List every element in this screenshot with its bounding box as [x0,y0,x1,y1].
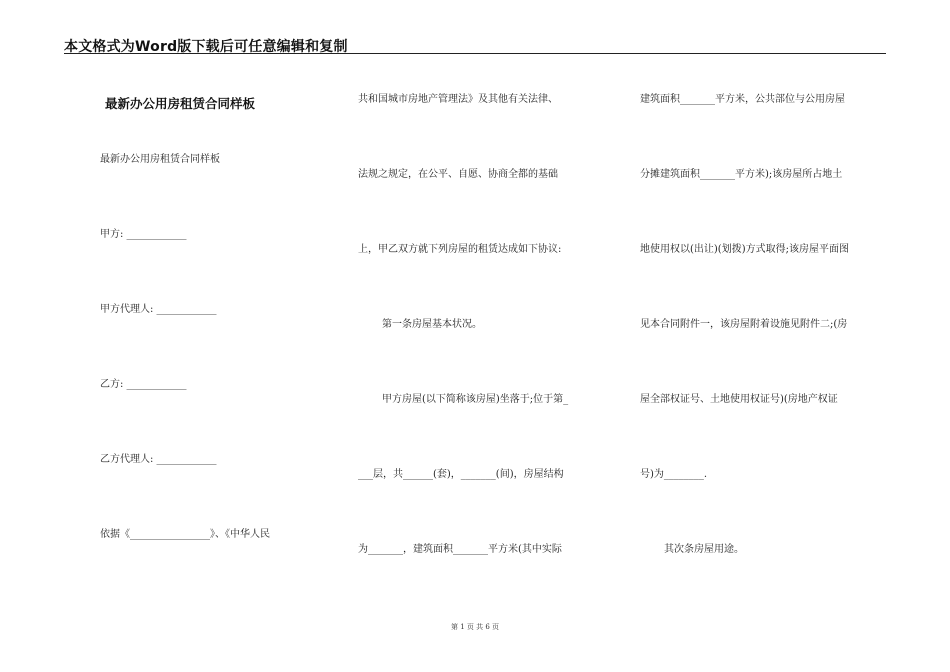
page-number: 第 1 页 共 6 页 [450,623,500,631]
text-line: 见本合同附件一，该房屋附着设施见附件二;(房 [640,319,848,330]
text-line: 屋全部权证号、土地使用权证号)(房地产权证 [640,394,838,405]
text-line: 上，甲乙双方就下列房屋的租赁达成如下协议: [358,244,562,255]
text-line: 分摊建筑面积_______平方米);该房屋所占地土 [640,169,843,180]
text-line: 为_______，建筑面积_______平方米(其中实际 [358,544,562,555]
text-line: 法规之规定，在公平、自愿、协商全都的基础 [358,169,558,180]
text-line: ___层，共______(套)，_______(间)，房屋结构 [358,469,564,480]
text-line: 最新办公用房租赁合同样板 [100,154,220,165]
header-text: 本文格式为Word版下载后可任意编辑和复制 [64,39,348,55]
header-divider [64,53,886,54]
text-line: 甲方房屋(以下简称该房屋)坐落于;位于第_ [382,394,569,405]
party-b-line: 乙方: ____________ [100,379,187,390]
document-title: 最新办公用房租赁合同样板 [105,96,256,111]
text-line: 建筑面积_______平方米，公共部位与公用房屋 [640,94,845,105]
article-heading: 其次条房屋用途。 [664,544,744,555]
text-line: 号)为________. [640,469,708,480]
article-heading: 第一条房屋基本状况。 [382,319,482,330]
party-b-agent-line: 乙方代理人: ____________ [100,454,217,465]
text-line: 共和国城市房地产管理法》及其他有关法律、 [358,94,558,105]
party-a-line: 甲方: ____________ [100,229,187,240]
party-a-agent-line: 甲方代理人: ____________ [100,304,217,315]
text-line: 地使用权以(出让)(划拨)方式取得;该房屋平面图 [640,244,849,255]
text-line: 依据《________________》、《中华人民 [100,529,270,540]
